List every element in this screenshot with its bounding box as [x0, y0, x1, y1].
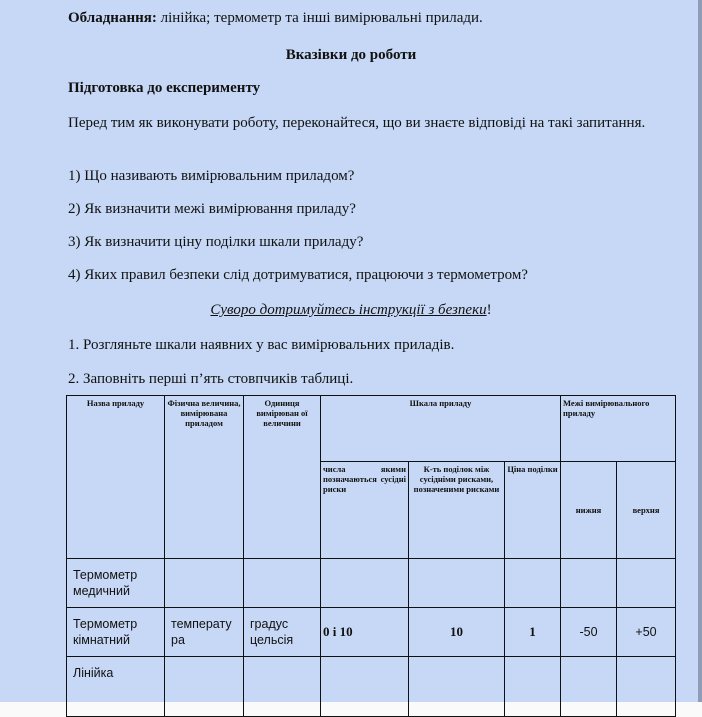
cell-upper[interactable]: [617, 559, 676, 608]
page-edge: [698, 0, 702, 702]
cell-lower[interactable]: [561, 657, 617, 717]
cell-device[interactable]: Термометр медичний: [67, 559, 165, 608]
prep-title: Підготовка до експерименту: [68, 80, 261, 96]
cell-numbers[interactable]: [321, 559, 409, 608]
header-limits: Межі вимірювального приладу: [561, 396, 676, 462]
table-row: [67, 608, 676, 657]
cell-quantity[interactable]: [165, 657, 244, 717]
cell-numbers[interactable]: 0 і 10: [321, 608, 409, 657]
step-1: 1. Розгляньте шкали наявних у вас вимірювальних приладів.: [68, 337, 455, 353]
intro-paragraph: Перед тим як виконувати роботу, переконайтеся, що ви знаєте відповіді на такі запитання.: [68, 115, 646, 131]
table-row: [67, 657, 676, 717]
header-unit: Одиниця вимірюван ої величини: [244, 396, 321, 559]
question-1: 1) Що називають вимірювальним приладом?: [68, 168, 355, 184]
cell-unit[interactable]: градус цельсія: [244, 608, 321, 657]
cell-quantity[interactable]: [165, 559, 244, 608]
cell-numbers[interactable]: [321, 657, 409, 717]
cell-unit[interactable]: [244, 657, 321, 717]
cell-divisions[interactable]: [409, 657, 505, 717]
cell-divisions[interactable]: 10: [409, 608, 505, 657]
cell-price[interactable]: [505, 657, 561, 717]
safety-line: [0, 302, 702, 319]
equipment-label: Обладнання:: [68, 10, 157, 26]
cell-upper[interactable]: [617, 657, 676, 717]
cell-quantity[interactable]: температу ра: [165, 608, 244, 657]
table-header-row: [67, 396, 676, 462]
cell-unit[interactable]: [244, 559, 321, 608]
header-numbers: числа якими позначаються сусідні риски: [321, 462, 409, 559]
cell-price[interactable]: [505, 559, 561, 608]
cell-lower[interactable]: -50: [561, 608, 617, 657]
safety-link[interactable]: Суворо дотримуйтесь інструкції з безпеки: [210, 302, 487, 318]
cell-device[interactable]: Термометр кімнатний: [67, 608, 165, 657]
header-quantity: Фізична величина, вимірювана приладом: [165, 396, 244, 559]
header-lower: нижня: [561, 462, 617, 559]
equipment-text: лінійка; термометр та інші вимірювальні прилади.: [156, 10, 483, 26]
question-3: 3) Як визначити ціну поділки шкали приладу?: [68, 234, 364, 250]
safety-suffix: !: [486, 302, 492, 318]
header-price: Ціна поділки: [505, 462, 561, 559]
cell-lower[interactable]: [561, 559, 617, 608]
header-scale: Шкала приладу: [321, 396, 561, 462]
devices-table: [66, 395, 676, 717]
header-divisions: К-ть поділок між сусідніми рисками, позначеними рисками: [409, 462, 505, 559]
equipment-line: [68, 10, 483, 27]
question-4: 4) Яких правил безпеки слід дотримуватися, працюючи з термометром?: [68, 267, 528, 283]
cell-price[interactable]: 1: [505, 608, 561, 657]
cell-divisions[interactable]: [409, 559, 505, 608]
question-2: 2) Як визначити межі вимірювання приладу?: [68, 201, 356, 217]
cell-device[interactable]: Лінійка: [67, 657, 165, 717]
cell-upper[interactable]: +50: [617, 608, 676, 657]
header-device: Назва приладу: [67, 396, 165, 559]
header-upper: верхня: [617, 462, 676, 559]
instructions-title: Вказівки до роботи: [285, 47, 417, 63]
step-2: 2. Заповніть перші п’ять стовпчиків таблиці.: [68, 371, 354, 387]
table-row: [67, 559, 676, 608]
